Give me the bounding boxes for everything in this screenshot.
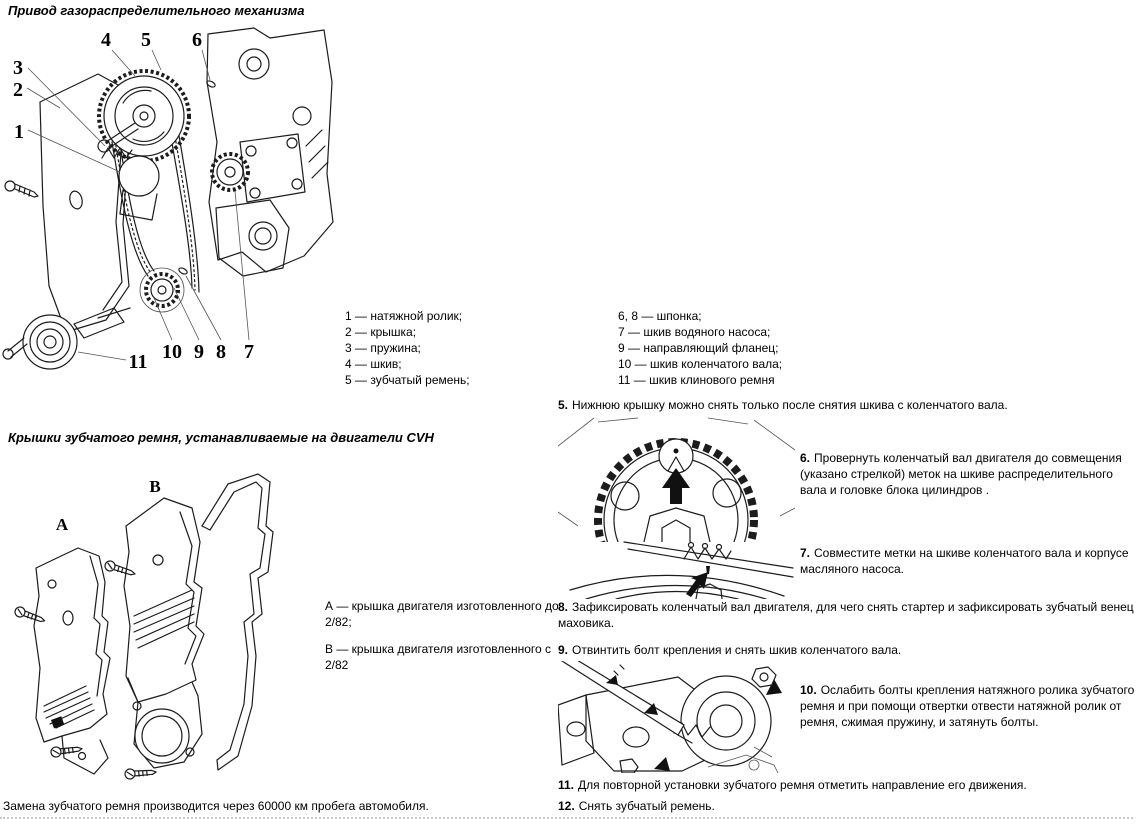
legend-item: 9 — направляющий фланец; xyxy=(618,341,779,355)
section1-title: Привод газораспределительного механизма xyxy=(8,3,305,18)
step-7-text: Совместите метки на шкиве коленчатого вала и корпусе масляного насоса. xyxy=(800,546,1129,576)
step-10 xyxy=(800,682,1135,730)
camshaft-sprocket xyxy=(98,71,189,161)
camshaft-alignment-illustration xyxy=(558,416,795,542)
callout-11: 11 xyxy=(128,351,148,373)
step-7-number: 7. xyxy=(800,546,811,560)
callout-8: 8 xyxy=(216,341,226,363)
timing-drive-diagram xyxy=(2,24,337,396)
step-5 xyxy=(558,397,1133,413)
callout-3: 3 xyxy=(13,57,23,79)
screw xyxy=(104,560,136,575)
step-9-number: 9. xyxy=(558,643,569,657)
step-7 xyxy=(800,545,1133,577)
step-8-text: Зафиксировать коленчатый вал двигателя, для чего снять стартер и зафиксировать зубчатый венец маховика. xyxy=(558,600,1134,630)
cover-a-label: А xyxy=(55,515,69,534)
step-5-number: 5. xyxy=(558,398,569,412)
replacement-interval-note: Замена зубчатого ремня производится через 60000 км пробега автомобиля. xyxy=(3,799,429,813)
legend-item: 1 — натяжной ролик; xyxy=(345,309,463,323)
crankshaft-marks-illustration xyxy=(558,540,795,599)
cover-screw xyxy=(5,181,38,197)
legend-cover-b: В — крышка двигателя изготовленного с 2/82 xyxy=(325,642,552,672)
step-9-text: Отвинтить болт крепления и снять шкив коленчатого вала. xyxy=(572,643,902,657)
crankshaft-key xyxy=(178,267,188,276)
step-5-text: Нижнюю крышку можно снять только после снятия шкива с коленчатого вала. xyxy=(572,398,1008,412)
cover-a-outline xyxy=(34,548,110,774)
cover-b-label: В xyxy=(149,477,161,496)
legend-item: 3 — пружина; xyxy=(345,341,421,355)
step-11-text: Для повторной установки зубчатого ремня отметить направление его движения. xyxy=(578,778,1027,792)
step-10-number: 10. xyxy=(800,683,817,697)
step-12-text: Снять зубчатый ремень. xyxy=(578,799,715,813)
callout-1: 1 xyxy=(14,121,24,143)
legend-parts-left xyxy=(345,308,470,388)
engine-block-outline xyxy=(207,28,333,276)
gasket-outline xyxy=(202,474,273,770)
callout-5: 5 xyxy=(141,29,151,51)
screw xyxy=(50,740,83,758)
step-10-text: Ослабить болты крепления натяжного ролика зубчатого ремня и при помощи отвертки отвести натяжной ролик от ремня, сжимая пружину, и затянуть болты. xyxy=(800,683,1135,729)
step-6-text: Провернуть коленчатый вал двигателя до совмещения (указано стрелкой) меток на шкиве распределительного вала и головке блока цилиндров . xyxy=(800,451,1122,497)
screwdriver xyxy=(562,661,684,735)
bottom-divider xyxy=(0,817,1133,819)
section2-title: Крышки зубчатого ремня, устанавливаемые на двигатели CVH xyxy=(8,430,434,445)
callout-7: 7 xyxy=(244,341,254,363)
legend-item: 6, 8 — шпонка; xyxy=(618,309,702,323)
step-11 xyxy=(558,777,1135,793)
step-8 xyxy=(558,599,1135,631)
legend-item: 7 — шкив водяного насоса; xyxy=(618,325,771,339)
tensioner-release-illustration xyxy=(558,661,795,773)
legend-item: 2 — крышка; xyxy=(345,325,417,339)
step-12-number: 12. xyxy=(558,799,575,813)
callout-6: 6 xyxy=(192,29,202,51)
timing-mark-hole xyxy=(659,439,693,473)
legend-item: 5 — зубчатый ремень; xyxy=(345,373,470,387)
callout-10: 10 xyxy=(162,341,182,363)
step-6 xyxy=(800,450,1133,498)
legend-item: 10 — шкив коленчатого вала; xyxy=(618,357,783,371)
legend-item: 11 — шкив клинового ремня xyxy=(618,373,775,387)
step-8-number: 8. xyxy=(558,600,569,614)
step-12 xyxy=(558,798,1135,814)
step-9 xyxy=(558,642,1135,658)
legend-item: 4 — шкив; xyxy=(345,357,402,371)
callout-9: 9 xyxy=(194,341,204,363)
belt-covers-diagram xyxy=(6,456,321,796)
step-11-number: 11. xyxy=(558,778,575,792)
screw xyxy=(124,764,156,780)
v-belt-pulley xyxy=(3,308,130,369)
callout-4: 4 xyxy=(101,29,111,51)
step-6-number: 6. xyxy=(800,451,811,465)
screw xyxy=(14,606,46,622)
legend-cover-a: А — крышка двигателя изготовленного до 2/82; xyxy=(325,599,559,629)
callout-2: 2 xyxy=(13,79,23,101)
crankshaft-sprocket xyxy=(140,268,184,312)
legend-parts-right xyxy=(618,308,782,388)
cover-b-outline xyxy=(124,498,204,768)
